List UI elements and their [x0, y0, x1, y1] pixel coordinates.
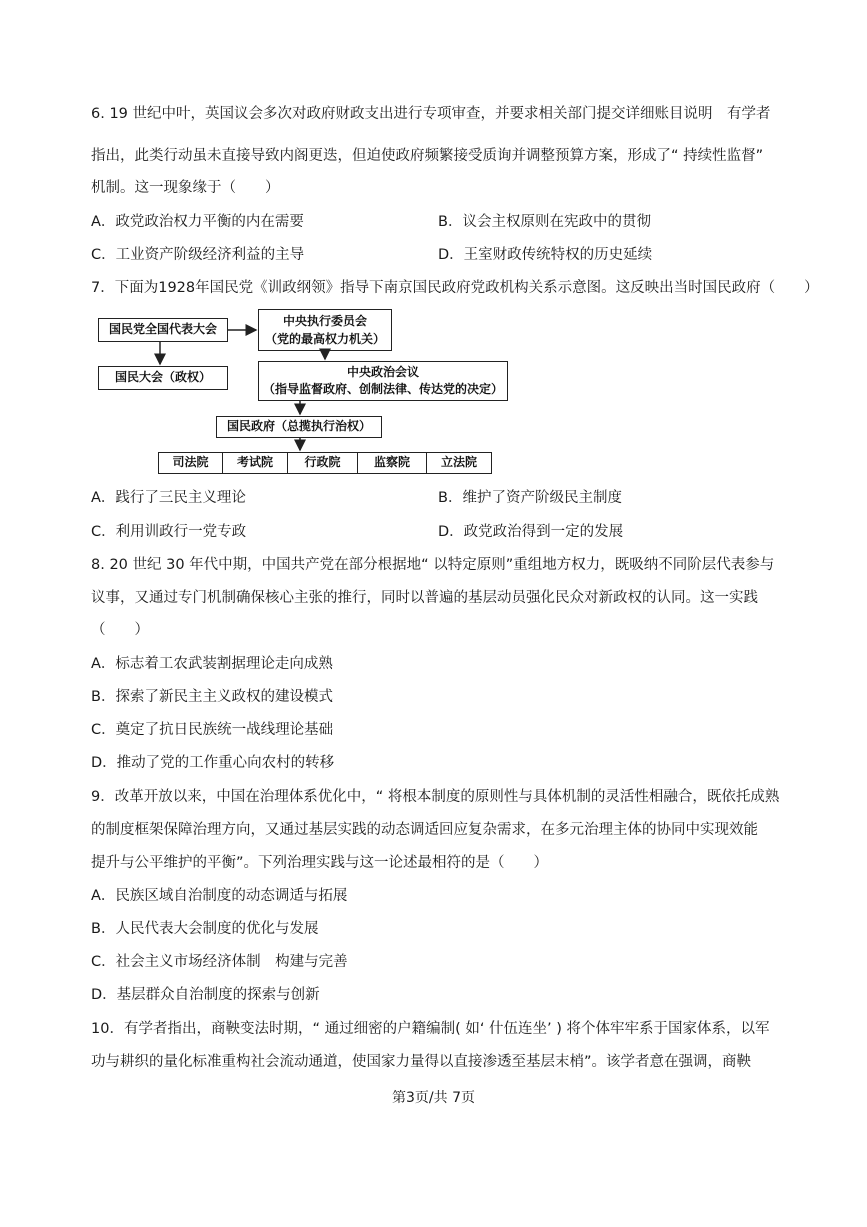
q8-line-2: 议事，又通过专门机制确保核心主张的推行，同时以普遍的基层动员强化民众对新政权的认同。这一实践 — [91, 590, 758, 606]
cec-title: 中央执行委员会 — [282, 314, 367, 328]
cpc-subtitle: （指导监督政府、创制法律、传达党的决定） — [262, 382, 503, 396]
q8-line-3: （ ） — [91, 622, 149, 638]
q10-line-1: 10．有学者指出，商鞅变法时期，“ 通过细密的户籍编制( 如‘ 什伍连坐’ ) 将个体牢牢系于国家体系，以军 — [91, 1021, 770, 1037]
box-judicial-yuan: 司法院 — [158, 452, 223, 474]
q6-line-2: 指出，此类行动虽未直接导致内阁更迭，但迫使政府频繁接受质询并调整预算方案，形成了“ 持续性监督” — [91, 148, 764, 164]
q6-line-1: 6. 19 世纪中叶，英国议会多次对政府财政支出进行专项审查，并要求相关部门提交详细账目说明 有学者 — [91, 106, 771, 122]
q8-option-a: A．标志着工农武装割据理论走向成熟 — [91, 656, 333, 672]
q9-option-a: A．民族区域自治制度的动态调适与拓展 — [91, 888, 348, 904]
q7-option-c: C．利用训政行一党专政 — [91, 524, 247, 540]
q6-option-c: C．工业资产阶级经济利益的主导 — [91, 247, 305, 263]
box-control-yuan: 监察院 — [357, 452, 427, 474]
box-legislative-yuan: 立法院 — [426, 452, 492, 474]
q9-option-c: C．社会主义市场经济体制 构建与完善 — [91, 954, 348, 970]
q9-option-b: B．人民代表大会制度的优化与发展 — [91, 921, 319, 937]
cpc-title: 中央政治会议 — [346, 365, 419, 379]
q6-option-a: A．政党政治权力平衡的内在需要 — [91, 214, 304, 230]
box-party-congress: 国民党全国代表大会 — [98, 318, 228, 342]
q6-line-3: 机制。这一现象缘于（ ） — [91, 180, 280, 196]
diagram-connectors — [0, 0, 867, 520]
q10-line-2: 功与耕织的量化标准重构社会流动通道，使国家力量得以直接渗透至基层末梢”。该学者意在强调，商鞅 — [91, 1054, 752, 1070]
q7-option-d: D．政党政治得到一定的发展 — [438, 524, 624, 540]
page-number-footer: 第3页/共 7页 — [392, 1090, 475, 1106]
q7-option-a: A．践行了三民主义理论 — [91, 490, 246, 506]
box-national-government: 国民政府（总揽执行治权） — [216, 416, 382, 438]
box-executive-yuan: 行政院 — [287, 452, 358, 474]
q9-line-1: 9．改革开放以来，中国在治理体系优化中，“ 将根本制度的原则性与具体机制的灵活性相融合，既依托成熟 — [91, 789, 780, 805]
q7-line-1: 7．下面为1928年国民党《训政纲领》指导下南京国民政府党政机构关系示意图。这反映出当时国民政府（ ） — [91, 280, 819, 296]
q6-option-d: D．王室财政传统特权的历史延续 — [438, 247, 653, 263]
q7-option-b: B．维护了资产阶级民主制度 — [438, 490, 622, 506]
q9-line-3: 提升与公平维护的平衡”。下列治理实践与这一论述最相符的是（ ） — [91, 855, 549, 871]
q9-option-d: D．基层群众自治制度的探索与创新 — [91, 987, 320, 1003]
q8-option-d: D．推动了党的工作重心向农村的转移 — [91, 755, 335, 771]
q9-line-2: 的制度框架保障治理方向，又通过基层实践的动态调适回应复杂需求，在多元治理主体的协同中实现效能 — [91, 822, 758, 838]
q8-line-1: 8. 20 世纪 30 年代中期，中国共产党在部分根据地“ 以特定原则”重组地方权力，既吸纳不同阶层代表参与 — [91, 557, 775, 573]
box-national-assembly: 国民大会（政权） — [98, 366, 228, 390]
q8-option-b: B．探索了新民主主义政权的建设模式 — [91, 689, 333, 705]
q8-option-c: C．奠定了抗日民族统一战线理论基础 — [91, 722, 334, 738]
cec-subtitle: （党的最高权力机关） — [264, 332, 385, 346]
q6-option-b: B．议会主权原则在宪政中的贯彻 — [438, 214, 651, 230]
box-examination-yuan: 考试院 — [222, 452, 288, 474]
